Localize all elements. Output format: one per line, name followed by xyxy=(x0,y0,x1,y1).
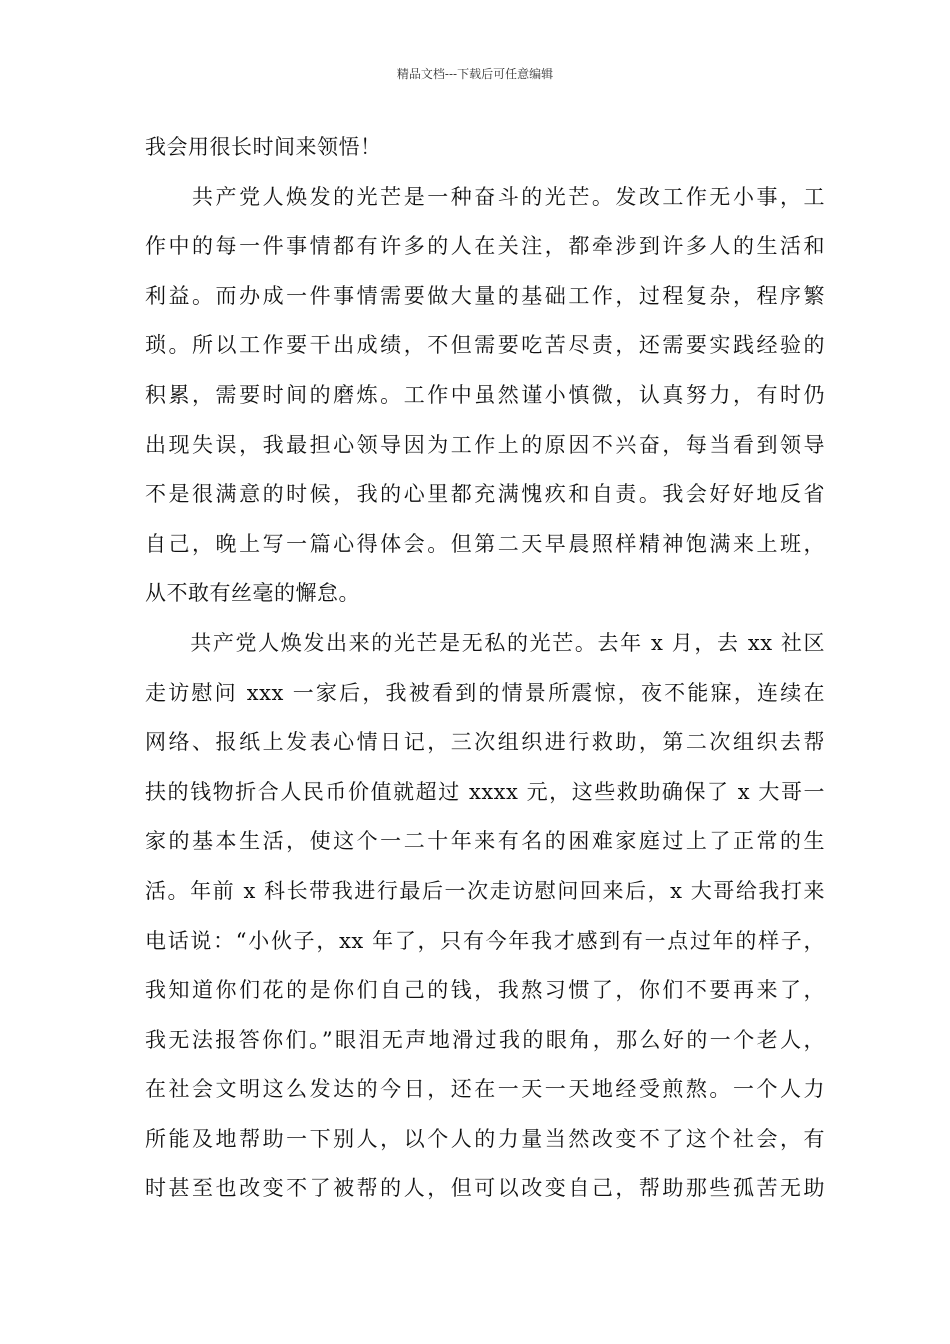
text-line: 自己，晚上写一篇心得体会。但第二天早晨照样精神饱满来上班， xyxy=(145,531,825,556)
text-line: 从不敢有丝毫的懈怠。 xyxy=(145,581,360,606)
text-line: 我知道你们花的是你们自己的钱，我熬习惯了，你们不要再来了， xyxy=(145,978,825,1003)
text-line: 作中的每一件事情都有许多的人在关注，都牵涉到许多人的生活和 xyxy=(145,234,825,259)
text-line: 所能及地帮助一下别人，以个人的力量当然改变不了这个社会，有 xyxy=(145,1126,825,1151)
text-line: 琐。所以工作要干出成绩，不但需要吃苦尽责，还需要实践经验的 xyxy=(145,333,825,358)
text-line: 电话说：“小伙子，xx 年了，只有今年我才感到有一点过年的样子， xyxy=(145,928,825,953)
text-line: 利益。而办成一件事情需要做大量的基础工作，过程复杂，程序繁 xyxy=(145,283,825,308)
text-line: 不是很满意的时候，我的心里都充满愧疚和自责。我会好好地反省 xyxy=(145,482,825,507)
text-line: 共产党人焕发出来的光芒是无私的光芒。去年 x 月，去 xx 社区 xyxy=(145,630,825,655)
text-line: 扶的钱物折合人民币价值就超过 xxxx 元，这些救助确保了 x 大哥一 xyxy=(145,779,825,804)
text-line: 我无法报答你们。”眼泪无声地滑过我的眼角，那么好的一个老人， xyxy=(145,1027,825,1052)
text-line: 积累，需要时间的磨炼。工作中虽然谨小慎微，认真努力，有时仍 xyxy=(145,382,825,407)
text-line: 在社会文明这么发达的今日，还在一天一天地经受煎熬。一个人力 xyxy=(145,1077,825,1102)
text-line: 活。年前 x 科长带我进行最后一次走访慰问回来后，x 大哥给我打来 xyxy=(145,878,825,903)
document-body xyxy=(145,130,825,1221)
text-line: 出现失误，我最担心领导因为工作上的原因不兴奋，每当看到领导 xyxy=(145,432,825,457)
text-line: 我会用很长时间来领悟！ xyxy=(145,135,382,159)
text-line: 走访慰问 xxx 一家后，我被看到的情景所震惊，夜不能寐，连续在 xyxy=(145,680,825,705)
text-line: 时甚至也改变不了被帮的人，但可以改变自己，帮助那些孤苦无助 xyxy=(145,1176,825,1201)
text-line: 网络、报纸上发表心情日记，三次组织进行救助，第二次组织去帮 xyxy=(145,730,825,755)
page-header: 精品文档---下载后可任意编辑 xyxy=(396,67,554,81)
text-line: 家的基本生活，使这个一二十年来有名的困难家庭过上了正常的生 xyxy=(145,829,825,854)
text-line: 共产党人焕发的光芒是一种奋斗的光芒。发改工作无小事，工 xyxy=(145,184,825,209)
